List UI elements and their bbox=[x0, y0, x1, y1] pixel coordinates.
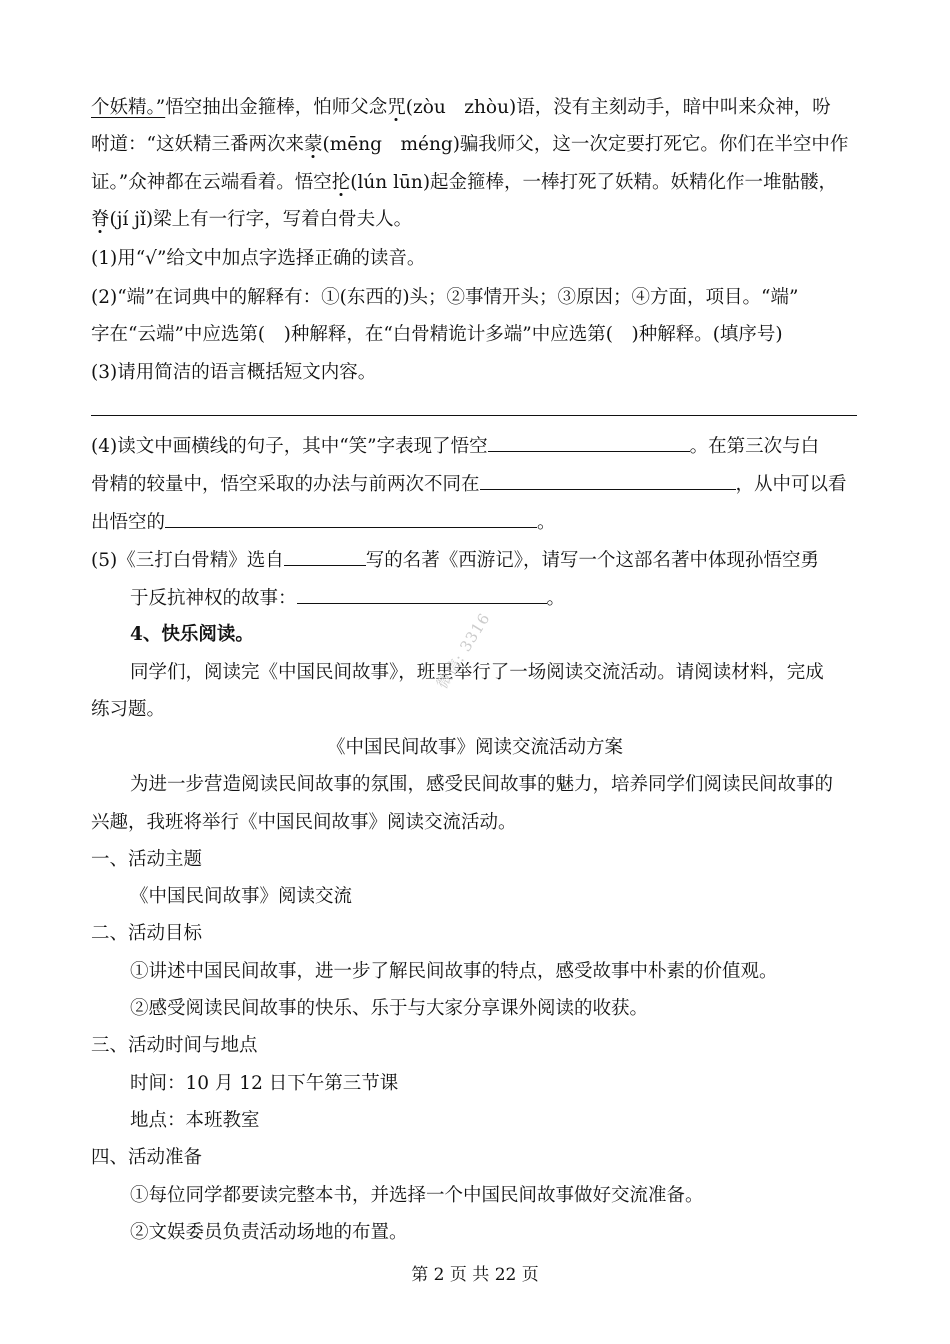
answer-blank[interactable] bbox=[165, 509, 537, 528]
section-heading: 4、快乐阅读。 bbox=[130, 624, 254, 645]
prep-item-2: ②文娱委员负责活动场地的布置。 bbox=[130, 1222, 408, 1243]
dotted-char: 蒙 bbox=[303, 134, 323, 155]
goal-item-1: ①讲述中国民间故事，进一步了解民间故事的特点，感受故事中朴素的价值观。 bbox=[130, 961, 778, 982]
plan-intro-line-1: 为进一步营造阅读民间故事的氛围，感受民间故事的魅力，培养同学们阅读民间故事的 bbox=[130, 774, 834, 795]
heading-goals: 二、活动目标 bbox=[91, 923, 203, 944]
page-number: 第 2 页 共 22 页 bbox=[411, 1265, 539, 1285]
question-4-line-3: 出悟空的 。 bbox=[91, 509, 556, 535]
dotted-char: 抡 bbox=[331, 172, 351, 193]
answer-line[interactable] bbox=[91, 415, 857, 416]
dotted-char: 脊 bbox=[91, 209, 110, 230]
answer-blank[interactable] bbox=[297, 585, 547, 604]
goal-item-2: ②感受阅读民间故事的快乐、乐于与大家分享课外阅读的收获。 bbox=[130, 998, 649, 1019]
heading-preparation: 四、活动准备 bbox=[91, 1147, 203, 1168]
passage-line-2: 咐道：“这妖精三番两次来蒙(mēng méng)骗我师父，这一次定要打死它。你们在半空中作 bbox=[91, 134, 849, 155]
passage-line-4: 脊(jí jǐ)梁上有一行字，写着白骨夫人。 bbox=[91, 209, 413, 230]
question-2-line-2: 字在“云端”中应选第( )种解释，在“白骨精诡计多端”中应选第( )种解释。(填序号) bbox=[91, 324, 783, 345]
heading-theme: 一、活动主题 bbox=[91, 849, 203, 870]
answer-blank[interactable] bbox=[488, 433, 690, 452]
answer-blank[interactable] bbox=[284, 547, 366, 566]
question-5-line-1: (5)《三打白骨精》选自 写的名著《西游记》，请写一个这部名著中体现孙悟空勇 bbox=[91, 547, 819, 573]
time-text: 时间：10 月 12 日下午第三节课 bbox=[130, 1073, 399, 1094]
prep-item-1: ①每位同学都要读完整本书，并选择一个中国民间故事做好交流准备。 bbox=[130, 1185, 704, 1206]
question-2-line-1: (2)“端”在词典中的解释有：①(东西的)头；②事情开头；③原因；④方面，项目。“端” bbox=[91, 287, 799, 308]
question-3: (3)请用简洁的语言概括短文内容。 bbox=[91, 362, 377, 383]
theme-text: 《中国民间故事》阅读交流 bbox=[130, 886, 353, 907]
intro-line-1: 同学们，阅读完《中国民间故事》，班里举行了一场阅读交流活动。请阅读材料，完成 bbox=[130, 662, 824, 683]
passage-line-3: 证。”众神都在云端看着。悟空抡(lún lūn)起金箍棒，一棒打死了妖精。妖精化作一堆骷髅， bbox=[91, 172, 838, 193]
question-4-line-2: 骨精的较量中，悟空采取的办法与前两次不同在 ，从中可以看 bbox=[91, 471, 847, 497]
place-text: 地点：本班教室 bbox=[130, 1110, 260, 1131]
question-4-line-1: (4)读文中画横线的句子，其中“笑”字表现了悟空 。在第三次与白 bbox=[91, 433, 819, 459]
heading-time-place: 三、活动时间与地点 bbox=[91, 1035, 258, 1056]
plan-intro-line-2: 兴趣，我班将举行《中国民间故事》阅读交流活动。 bbox=[91, 812, 517, 833]
underlined-sentence: 个妖精。” bbox=[91, 97, 166, 118]
dotted-char: 咒 bbox=[387, 97, 406, 118]
question-5-line-2: 于反抗神权的故事： 。 bbox=[130, 585, 565, 611]
question-1: (1)用“√”给文中加点字选择正确的读音。 bbox=[91, 248, 426, 269]
answer-blank[interactable] bbox=[480, 471, 736, 490]
watermark: 微信: 3316 bbox=[433, 609, 494, 693]
passage-line-1: 个妖精。”悟空抽出金箍棒，怕师父念咒(zòu zhòu)语，没有主刻动手，暗中叫来众神，吩 bbox=[91, 97, 831, 118]
plan-title: 《中国民间故事》阅读交流活动方案 bbox=[326, 737, 623, 758]
intro-line-2: 练习题。 bbox=[91, 699, 166, 720]
